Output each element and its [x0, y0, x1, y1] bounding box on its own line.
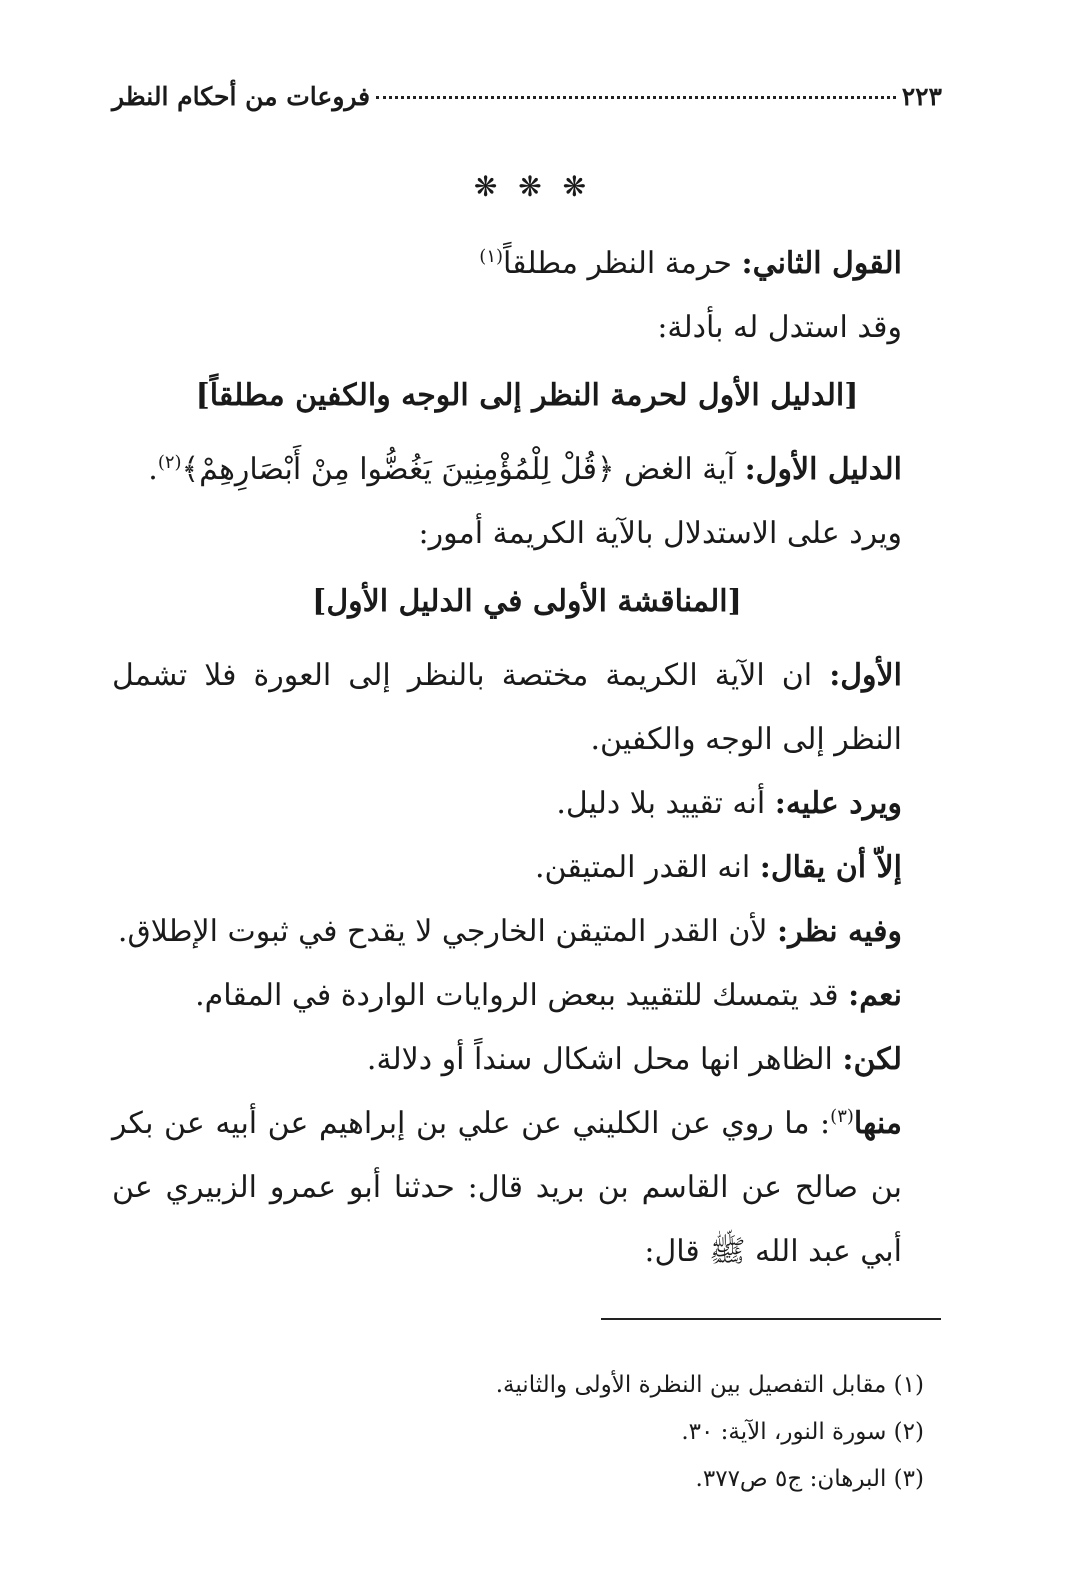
footnote-2: (٢) سورة النور، الآية: ٣٠.: [681, 1419, 924, 1445]
text-consideration: لأن القدر المتيقن الخارجي لا يقدح في ثبوت الإطلاق.: [117, 914, 777, 949]
header-title: فروعات من أحكام النظر: [112, 82, 371, 111]
sentence-end: .: [148, 452, 158, 487]
paragraph-first-evidence: [112, 438, 942, 502]
label-second-opinion: القول الثاني:: [741, 246, 902, 281]
paragraph-first-point: [112, 644, 942, 772]
paragraph-objection: [112, 772, 942, 836]
heading-first-discussion: [المناقشة الأولى في الدليل الأول]: [312, 584, 742, 619]
footnote-divider: [601, 1318, 941, 1320]
paragraph-among-them: [112, 1092, 942, 1284]
footnote-ref-3: (٣): [830, 1106, 854, 1127]
paragraph-second-opinion: [112, 232, 942, 296]
text-among-them: : ما روي عن الكليني عن علي بن إبراهيم عن أبيه عن بكر بن صالح عن القاسم بن بريد قال: حدثنا أبو عمرو الزبيري عن أبي عبد الله ﷺ قال:: [112, 1106, 902, 1269]
paragraph-but: [112, 1028, 942, 1092]
footnote-ref-1: (١): [479, 246, 504, 267]
paragraph-objections-intro: ويرد على الاستدلال بالآية الكريمة أمور:: [418, 516, 902, 551]
label-but: لكن:: [842, 1042, 902, 1077]
paragraph-yes: [112, 964, 942, 1028]
label-unless: إلاّ أن يقال:: [759, 850, 902, 885]
running-header: [112, 82, 942, 122]
label-yes: نعم:: [848, 978, 902, 1013]
paragraph-unless: [112, 836, 942, 900]
paragraph-evidence-intro: وقد استدل له بأدلة:: [657, 310, 902, 345]
text-but: الظاهر انها محل اشكال سنداً أو دلالة.: [366, 1042, 843, 1077]
text-yes: قد يتمسك للتقييد ببعض الروايات الواردة في المقام.: [195, 978, 849, 1013]
text-first-point: ان الآية الكريمة مختصة بالنظر إلى العورة فلا تشمل النظر إلى الوجه والكفين.: [112, 658, 902, 757]
label-first-evidence: الدليل الأول:: [744, 452, 902, 487]
label-objection: ويرد عليه:: [774, 786, 902, 821]
footnote-1: (١) مقابل التفصيل بين النظرة الأولى والثانية.: [495, 1372, 924, 1398]
header-leader-dots: [376, 96, 896, 99]
heading-first-evidence: [الدليل الأول لحرمة النظر إلى الوجه والكفين مطلقاً]: [195, 378, 859, 413]
label-among-them: منها: [853, 1106, 902, 1141]
text-objection: أنه تقييد بلا دليل.: [556, 786, 775, 821]
footnote-ref-2: (٢): [157, 452, 182, 473]
page-number: ٢٢٣: [901, 82, 942, 111]
paragraph-consideration: [112, 900, 942, 964]
label-consideration: وفيه نظر:: [777, 914, 902, 949]
label-first-point: الأول:: [829, 658, 902, 693]
main-text: [112, 232, 942, 1284]
text-second-opinion: حرمة النظر مطلقاً: [503, 246, 742, 281]
footnotes: [112, 1362, 942, 1503]
footnote-3: (٣) البرهان: ج٥ ص٣٧٧.: [695, 1466, 924, 1492]
text-unless: انه القدر المتيقن.: [535, 850, 760, 885]
section-separator: ❋ ❋ ❋: [473, 170, 593, 203]
text-first-evidence: آية الغض ﴿قُلْ لِلْمُؤْمِنِينَ يَغُضُّوا مِنْ أَبْصَارِهِمْ﴾: [181, 452, 745, 487]
